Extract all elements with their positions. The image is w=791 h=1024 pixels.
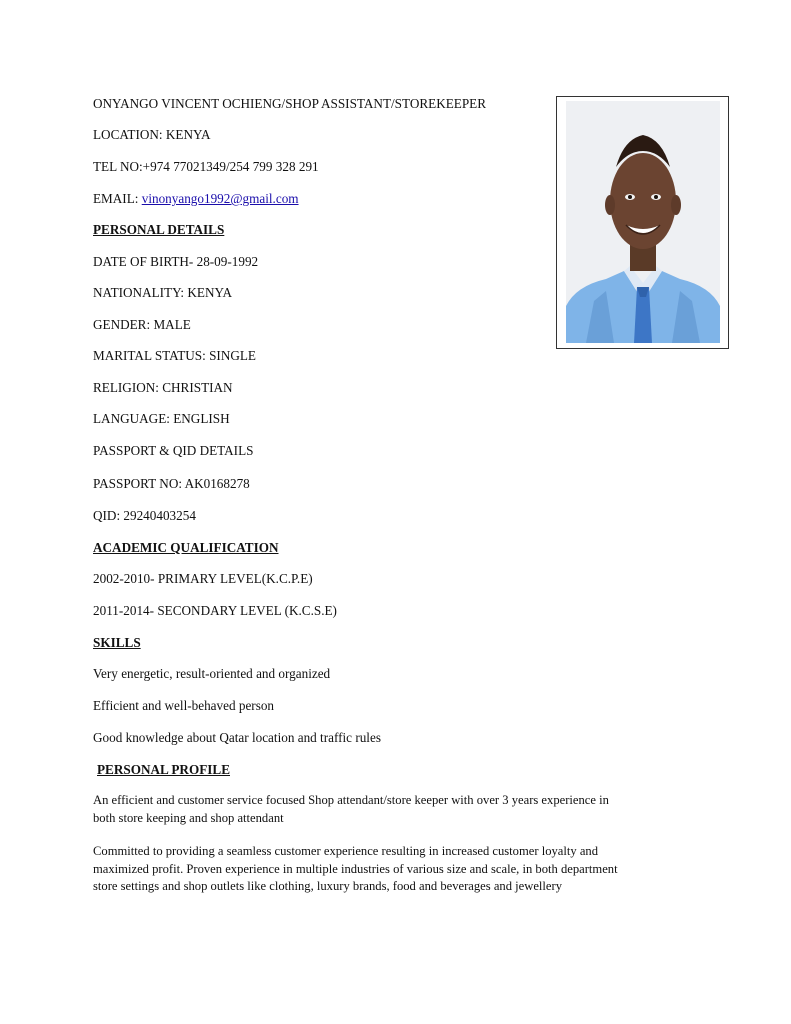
telephone: TEL NO:+974 77021349/254 799 328 291 (93, 159, 319, 174)
qid-number: QID: 29240403254 (93, 508, 196, 523)
profile-paragraph-1 (93, 792, 693, 827)
personal-profile-heading: PERSONAL PROFILE (97, 762, 230, 777)
language: LANGUAGE: ENGLISH (93, 411, 230, 426)
skill-item: Good knowledge about Qatar location and traffic rules (93, 730, 381, 745)
passport-number: PASSPORT NO: AK0168278 (93, 476, 250, 491)
personal-details-heading: PERSONAL DETAILS (93, 222, 225, 237)
religion: RELIGION: CHRISTIAN (93, 380, 233, 395)
skill-item: Efficient and well-behaved person (93, 698, 275, 713)
email-line (93, 191, 299, 207)
location: LOCATION: KENYA (93, 127, 211, 142)
gender: GENDER: MALE (93, 317, 191, 332)
email-link[interactable]: vinonyango1992@gmail.com (141, 191, 299, 206)
academic-heading: ACADEMIC QUALIFICATION (93, 540, 279, 555)
skills-heading: SKILLS (93, 635, 141, 650)
date-of-birth: DATE OF BIRTH- 28-09-1992 (93, 254, 259, 269)
profile-photo-frame (556, 96, 729, 349)
paragraph-line: Committed to providing a seamless customer experience resulting in increased customer loyalty and (93, 844, 599, 858)
paragraph-line: store settings and shop outlets like clothing, luxury brands, food and beverages and jewellery (93, 879, 563, 893)
paragraph-line: maximized profit. Proven experience in multiple industries of various size and scale, in both department (93, 861, 618, 876)
nationality: NATIONALITY: KENYA (93, 285, 233, 300)
paragraph-line: An efficient and customer service focused Shop attendant/store keeper with over 3 years experience in (93, 793, 609, 807)
email-label: EMAIL: (93, 191, 142, 206)
passport-qid-heading: PASSPORT & QID DETAILS (93, 443, 254, 458)
paragraph-line: both store keeping and shop attendant (93, 810, 284, 825)
marital-status: MARITAL STATUS: SINGLE (93, 348, 256, 363)
skill-item: Very energetic, result-oriented and organized (93, 666, 331, 681)
name-title: ONYANGO VINCENT OCHIENG/SHOP ASSISTANT/STOREKEEPER (93, 96, 487, 111)
academic-item: 2011-2014- SECONDARY LEVEL (K.C.S.E) (93, 603, 337, 618)
profile-paragraph-2 (93, 843, 693, 896)
academic-item: 2002-2010- PRIMARY LEVEL(K.C.P.E) (93, 571, 313, 586)
profile-photo (566, 101, 720, 343)
